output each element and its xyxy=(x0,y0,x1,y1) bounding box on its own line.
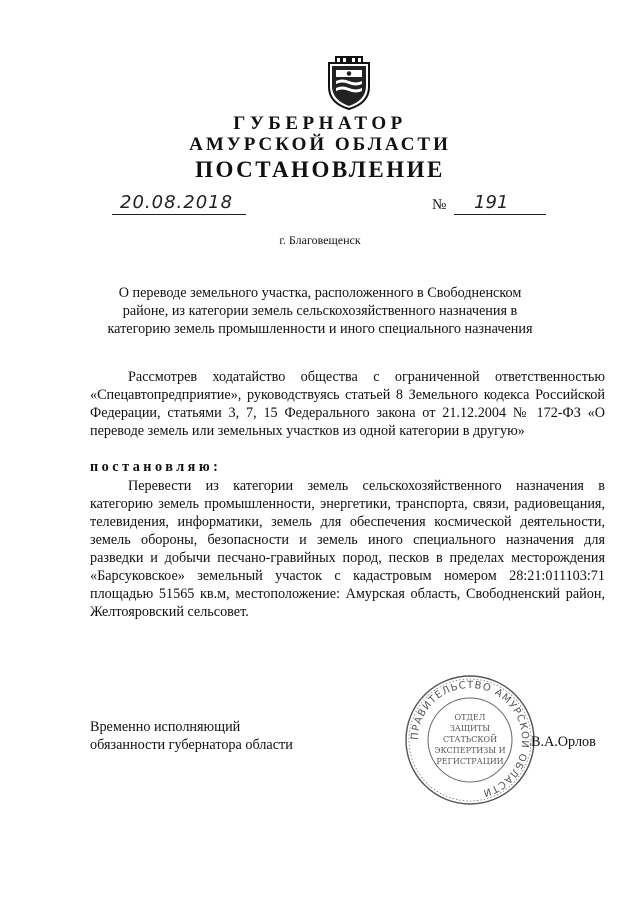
official-seal-stamp xyxy=(402,672,538,808)
number-sign: № xyxy=(432,197,447,213)
signatory-position xyxy=(90,718,293,754)
seal-center-line: СТАТЬСКОЙ xyxy=(442,735,498,744)
seal-ring-text: ПРАВИТЕЛЬСТВО АМУРСКОЙ ОБЛАСТИ xyxy=(409,679,531,799)
decree-word: постановляю: xyxy=(90,459,222,475)
seal-center-line: ЗАЩИТЫ xyxy=(449,724,491,733)
date-handwritten: 20.08.2018 xyxy=(120,192,234,213)
document-type-title: ПОСТАНОВЛЕНИЕ xyxy=(195,157,445,182)
signatory-position-line-1: Временно исполняющий xyxy=(90,719,241,735)
header-line-2: АМУРСКОЙ ОБЛАСТИ xyxy=(189,134,451,155)
seal-center-line: РЕГИСТРАЦИИ xyxy=(436,757,504,766)
seal-center-line: ЭКСПЕРТИЗЫ И xyxy=(434,746,506,755)
decision-paragraph: Перевести из категории земель сельскохозяйственного назначения в категорию земель промышленности, энергетики, транспорта, связи, радиовещания, телевидения, информатики, земель для обеспечения космической деятельности, земель обороны, безопасности и земель иного специального назначения для разведки и добычи песчано-гравийных пород, песков в пределах месторождения «Барсуковское» земельный участок с кадастровым номером 28:21:011103:71 площадью 51565 кв.м, местоположение: Амурская область, Свободненский район, Желтояровский сельсовет. xyxy=(90,478,605,620)
preamble-paragraph: Рассмотрев ходатайство общества с ограниченной ответственностью «Спецавтопредприятие», руководствуясь статьей 8 Земельного кодекса Российской Федерации, статьями 3, 7, 15 Федерального закона от 21.12.2004 № 172-ФЗ «О переводе земель или земельных участков из одной категории в другую» xyxy=(90,369,605,439)
seal-center-line: ОТДЕЛ xyxy=(454,713,486,722)
city-line: г. Благовещенск xyxy=(279,233,361,247)
date-underline xyxy=(112,214,246,215)
signatory-name: В.А.Орлов xyxy=(531,734,596,750)
signatory-position-line-2: обязанности губернатора области xyxy=(90,737,293,753)
document-subject: О переводе земельного участка, расположенного в Свободненском районе, из категории земель сельскохозяйственного назначения в категорию земель промышленности и иного специального назначения xyxy=(107,285,533,337)
number-underline xyxy=(454,214,546,215)
header-line-1: ГУБЕРНАТОР xyxy=(233,113,407,134)
number-handwritten: 191 xyxy=(474,192,509,213)
coat-of-arms-icon xyxy=(325,55,373,110)
